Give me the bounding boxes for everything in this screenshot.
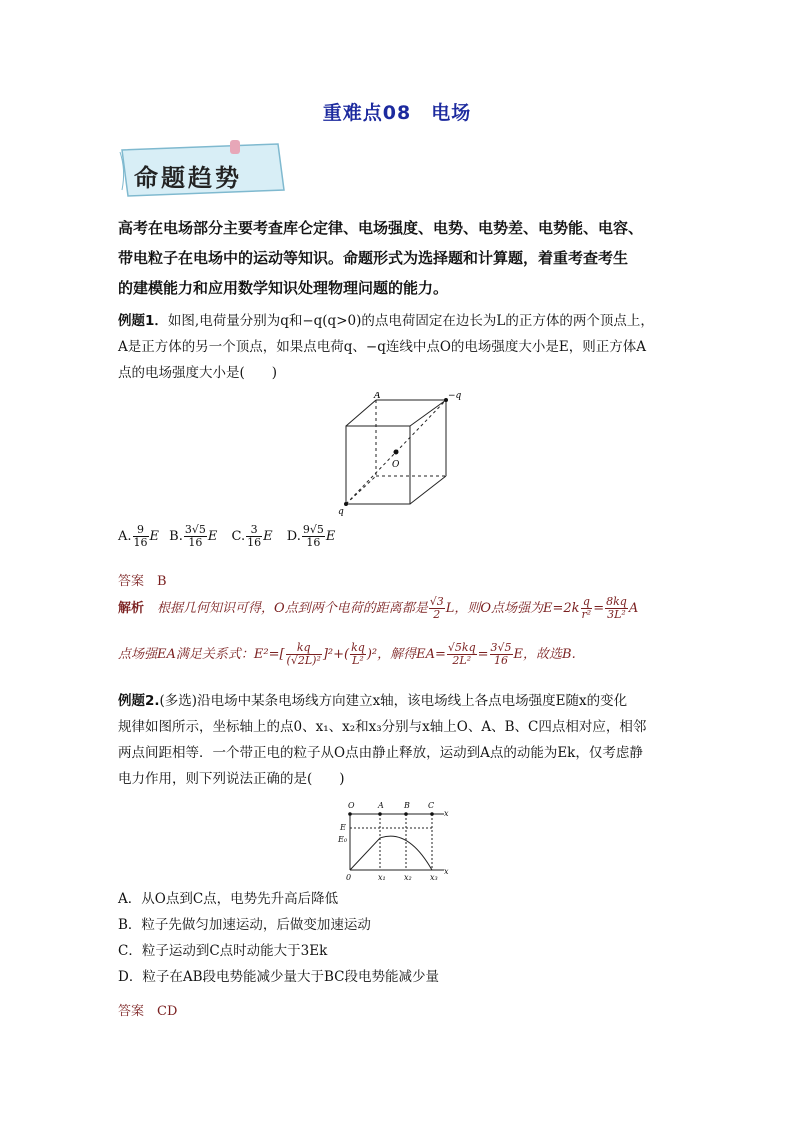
ex-graph <box>334 800 454 882</box>
svg-text:0: 0 <box>346 873 352 882</box>
label-o: O <box>392 460 400 470</box>
svg-text:E₀: E₀ <box>338 835 348 844</box>
svg-text:O: O <box>348 801 355 810</box>
label-q: q <box>338 507 344 516</box>
q2-stem: 例题2.(多选)沿电场中某条电场线方向建立x轴，该电场线上各点电场强度E随x的变化 规律如图所示，坐标轴上的点0、x₁、x₂和x₃分别与x轴上O、A、B、C四点相对应，相邻 两点间距相等．一个带正电的粒子从O点由静止释放，运动到A点的动能为Ek，仅考虑静 电力作用，则下列说法正确的是( ) <box>118 693 647 787</box>
svg-text:C: C <box>428 801 435 810</box>
q1-stem: 例题1．如图,电荷量分别为q和−q(q>0)的点电荷固定在边长为L的正方体的两个顶点上， A是正方体的另一个顶点，如果点电荷q、−q连线中点O的电场强度大小是E，则正方体A 点的电场强度大小是( ) <box>118 313 654 381</box>
q2-option-d[interactable]: D．粒子在AB段电势能减少量大于BC段电势能减少量 <box>118 969 439 985</box>
option-a[interactable]: A. $\frac{9}{16}$ E <box>118 523 160 549</box>
svg-text:E: E <box>340 823 346 832</box>
label-negq: −q <box>448 392 462 401</box>
q1-options <box>118 524 335 549</box>
intro-paragraph: 高考在电场部分主要考查库仑定律、电场强度、电势、电势差、电势能、电容、 带电粒子在电场中的运动等知识。命题形式为选择题和计算题，着重考查考生 的建模能力和应用数学知识处理物理问题的能力。 <box>118 219 644 297</box>
page-title: 重难点08 电场 <box>322 102 472 124</box>
option-d[interactable]: D. $\frac{9√5}{16}$ E <box>286 523 336 549</box>
cube-figure <box>330 392 470 516</box>
point-o <box>394 450 399 455</box>
q2-options <box>118 886 680 990</box>
q2-answer: 答案 CD <box>118 1004 178 1019</box>
label-a: A <box>374 392 381 401</box>
clip-icon <box>230 140 240 154</box>
q1-analysis-line1: 解析 根据几何知识可得，O点到两个电荷的距离都是 $\frac{√3}{2}$ L，则O点场强为E=2k $\frac{q}{\text{r²}}$ = $\frac{8kq}{\text{3L²}}$ A <box>118 595 639 621</box>
q2-option-a[interactable]: A．从O点到C点，电势先升高后降低 <box>118 891 339 907</box>
svg-text:A: A <box>378 801 384 810</box>
svg-text:x: x <box>444 867 449 876</box>
q1-analysis-line2: 点场强EA满足关系式：E²=[ $\frac{kq}{\text{(√2L)²}}$ ]²+( $\frac{kq}{\text{L²}}$ )²，解得EA= $\frac{√5kq}{\text{2L²}}$ = $\frac{3√5}{16}$ E，故选B. <box>118 641 576 667</box>
q2-option-b[interactable]: B．粒子先做匀加速运动，后做变加速运动 <box>118 917 371 933</box>
svg-text:B: B <box>404 801 410 810</box>
svg-text:x₂: x₂ <box>404 873 412 882</box>
svg-text:x₃: x₃ <box>430 873 438 882</box>
q2-option-c[interactable]: C．粒子运动到C点时动能大于3Ek <box>118 943 328 959</box>
option-b[interactable]: B. $\frac{3√5}{16}$ E <box>169 523 218 549</box>
q1-answer: 答案 B <box>118 574 167 589</box>
option-c[interactable]: C. $\frac{3}{16}$ E <box>231 523 273 549</box>
banner-title: 命题趋势 <box>134 164 242 192</box>
svg-text:x₁: x₁ <box>378 873 386 882</box>
svg-text:x: x <box>444 809 449 818</box>
